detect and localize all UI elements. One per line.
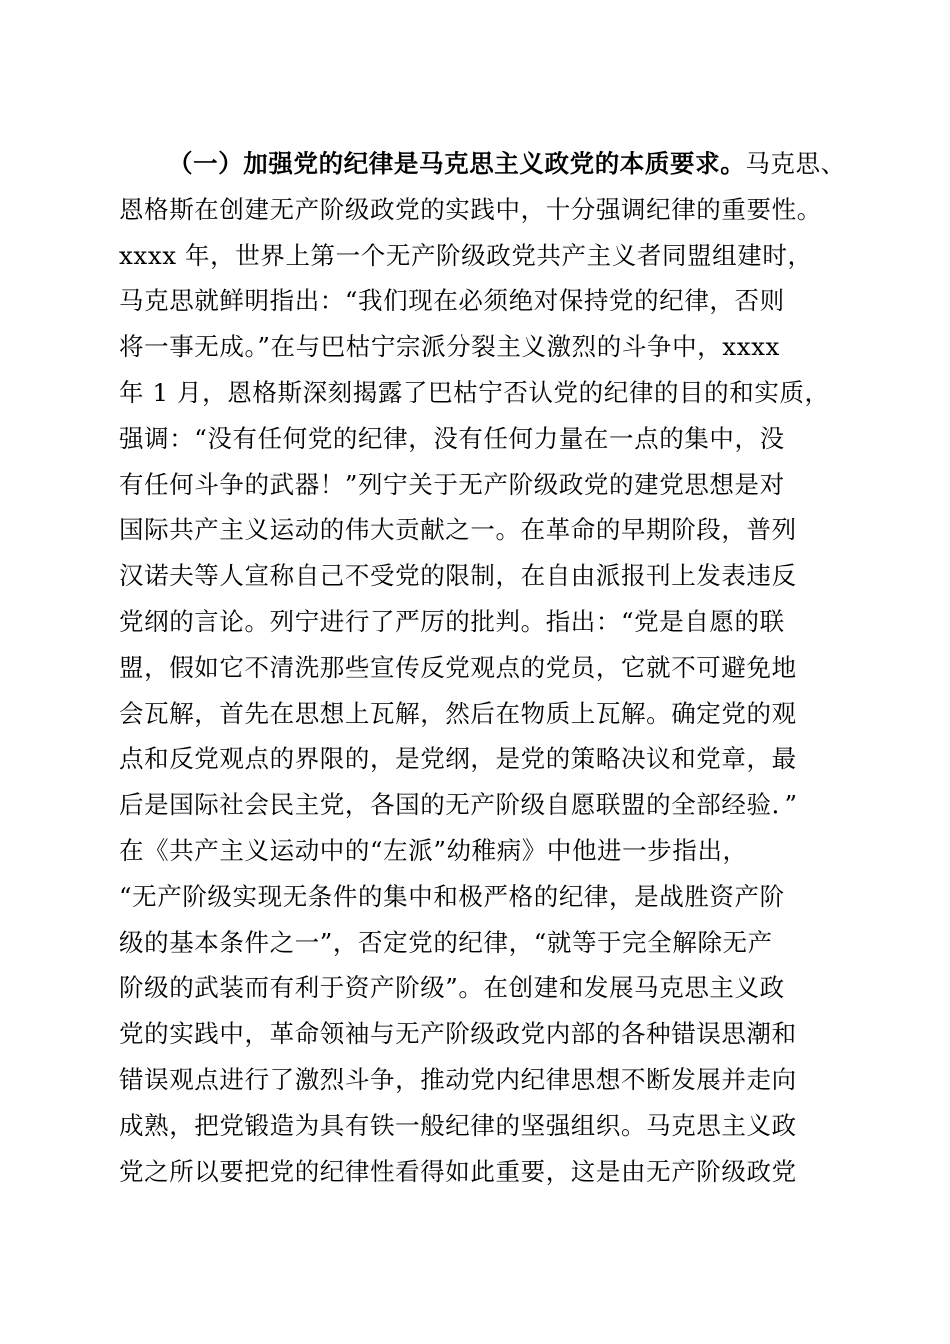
text-line-content: 马克思、 — [745, 149, 846, 178]
text-line: 党之所以要把党的纪律性看得如此重要，这是由无产阶级政党 — [119, 1156, 797, 1186]
text-line: 将一事无成。”在与巴枯宁宗派分裂主义激烈的斗争中，xxxx — [119, 332, 780, 362]
text-line: 阶级的武装而有利于资产阶级”。在创建和发展马克思主义政 — [119, 973, 785, 1003]
text-line: 马克思就鲜明指出：“我们现在必须绝对保持党的纪律，否则 — [119, 286, 785, 316]
body-paragraph — [119, 141, 846, 1194]
text-line: 成熟，把党锻造为具有铁一般纪律的坚强组织。马克思主义政 — [119, 1110, 797, 1140]
section-heading: （一）加强党的纪律是马克思主义政党的本质要求。 — [168, 149, 746, 178]
text-line: 点和反党观点的界限的，是党纲，是党的策略决议和党章，最 — [119, 744, 797, 774]
text-line: 汉诺夫等人宣称自己不受党的限制，在自由派报刊上发表违反 — [119, 561, 797, 591]
text-line: 盟，假如它不清洗那些宣传反党观点的党员，它就不可避免地 — [119, 652, 797, 682]
text-line: 党纲的言论。列宁进行了严厉的批判。指出：“党是自愿的联 — [119, 606, 785, 636]
text-line: 党的实践中，革命领袖与无产阶级政党内部的各种错误思潮和 — [119, 1019, 797, 1049]
text-line: xxxx 年，世界上第一个无产阶级政党共产主义者同盟组建时， — [119, 240, 813, 270]
text-line: 强调：“没有任何党的纪律，没有任何力量在一点的集中，没 — [119, 423, 785, 453]
text-line: 有任何斗争的武器！”列宁关于无产阶级政党的建党思想是对 — [119, 469, 785, 499]
text-line: 级的基本条件之一”，否定党的纪律，“就等于完全解除无产 — [119, 927, 773, 957]
text-line: 在《共产主义运动中的“左派”幼稚病》中他进一步指出， — [119, 835, 748, 865]
text-line: 后是国际社会民主党，各国的无产阶级自愿联盟的全部经验．” — [119, 790, 798, 820]
text-line — [119, 141, 846, 187]
text-line: “无产阶级实现无条件的集中和极严格的纪律，是战胜资产阶 — [119, 881, 785, 911]
text-line: 国际共产主义运动的伟大贡献之一。在革命的早期阶段，普列 — [119, 515, 797, 545]
text-line: 年 1 月，恩格斯深刻揭露了巴枯宁否认党的纪律的目的和实质， — [119, 377, 830, 407]
text-line: 恩格斯在创建无产阶级政党的实践中，十分强调纪律的重要性。 — [119, 194, 822, 224]
text-line: 错误观点进行了激烈斗争，推动党内纪律思想不断发展并走向 — [119, 1064, 797, 1094]
text-line: 会瓦解，首先在思想上瓦解，然后在物质上瓦解。确定党的观 — [119, 698, 797, 728]
